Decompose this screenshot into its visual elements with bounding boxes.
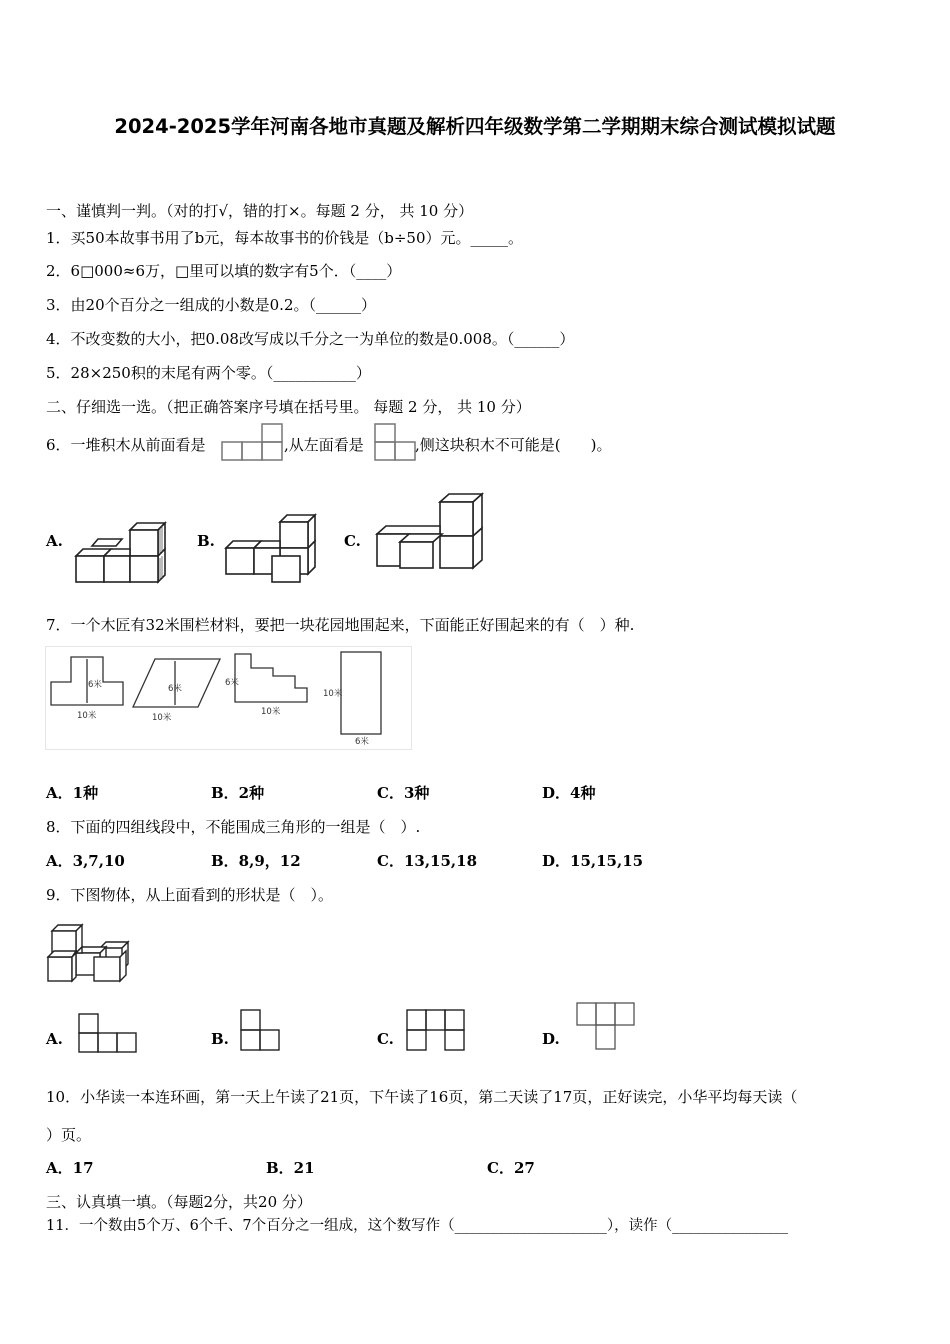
q9-object-figure xyxy=(46,920,132,986)
q8-option-d: D．15,15,15 xyxy=(542,852,644,870)
q8-option-c: C．13,15,18 xyxy=(377,852,478,870)
question-11: 11．一个数由5个万、6个千、7个百分之一组成，这个数写作（_____________________），读作（________________ xyxy=(46,1218,789,1234)
page-title: 2024-2025学年河南各地市真题及解析四年级数学第二学期期末综合测试模拟试题 xyxy=(114,115,836,138)
q7-label-5: 6米 xyxy=(225,678,239,688)
q7-label-1: 6米 xyxy=(88,680,102,690)
q9-option-b-label: B. xyxy=(211,1030,229,1048)
q7-label-2: 10米 xyxy=(77,711,97,721)
q10-option-c: C．27 xyxy=(487,1159,535,1177)
question-4: 4．不改变数的大小，把0.08改写成以千分之一为单位的数是0.008。（______） xyxy=(46,330,575,348)
q7-label-7: 10米 xyxy=(323,689,343,699)
q6-option-a-figure xyxy=(72,516,172,586)
q9-option-c-figure xyxy=(406,1009,468,1053)
q6-option-a-label: A. xyxy=(46,532,63,550)
front-view-figure xyxy=(221,421,283,461)
q9-option-c-label: C. xyxy=(377,1030,394,1048)
question-6-text-b: ,从左面看是 xyxy=(284,436,364,454)
question-6-text-c: ,侧这块积木不可能是( )。 xyxy=(415,436,612,454)
q7-label-8: 6米 xyxy=(355,737,369,747)
q7-option-c: C．3种 xyxy=(377,784,430,802)
q8-option-a: A．3,7,10 xyxy=(46,852,125,870)
left-view-figure xyxy=(374,421,416,461)
q7-label-6: 10米 xyxy=(261,707,281,717)
q9-option-d-label: D. xyxy=(542,1030,560,1048)
q9-option-a-figure xyxy=(78,1013,138,1055)
question-7: 7．一个木匠有32米围栏材料，要把一块花园地围起来，下面能正好围起来的有（ ）种. xyxy=(46,616,635,634)
q7-shapes-figure xyxy=(45,646,412,750)
q6-option-c-figure xyxy=(372,490,487,572)
q10-option-a: A．17 xyxy=(46,1159,94,1177)
q7-option-a: A．1种 xyxy=(46,784,99,802)
question-9: 9．下图物体，从上面看到的形状是（ ）。 xyxy=(46,886,334,904)
section1-heading: 一、谨慎判一判。（对的打√，错的打×。每题 2 分， 共 10 分） xyxy=(46,202,474,220)
question-10-line-1: 10．小华读一本连环画，第一天上午读了21页，下午读了16页，第二天读了17页，正好读完，小华平均每天读（ xyxy=(46,1088,798,1106)
question-3: 3．由20个百分之一组成的小数是0.2。（______） xyxy=(46,296,376,314)
q9-option-b-figure xyxy=(240,1009,282,1053)
question-6-text-a: 6．一堆积木从前面看是 xyxy=(46,436,206,454)
question-1: 1．买50本故事书用了b元，每本故事书的价钱是（b÷50）元。_____。 xyxy=(46,229,523,247)
section3-heading: 三、认真填一填。（每题2分，共20 分） xyxy=(46,1193,312,1211)
question-2: 2．6□000≈6万，□里可以填的数字有5个．（____） xyxy=(46,262,402,280)
q7-label-4: 10米 xyxy=(152,713,172,723)
question-10-line-2: ）页。 xyxy=(46,1126,92,1144)
q6-option-c-label: C. xyxy=(344,532,361,550)
q6-option-b-figure xyxy=(222,510,322,586)
q7-option-b: B．2种 xyxy=(211,784,265,802)
q7-option-d: D．4种 xyxy=(542,784,596,802)
q9-option-a-label: A. xyxy=(46,1030,63,1048)
q6-option-b-label: B. xyxy=(197,532,215,550)
q9-option-d-figure xyxy=(576,1002,638,1054)
question-5: 5．28×250积的末尾有两个零。（___________） xyxy=(46,364,371,382)
q8-option-b: B．8,9，12 xyxy=(211,852,301,870)
section2-heading: 二、仔细选一选。（把正确答案序号填在括号里。 每题 2 分， 共 10 分） xyxy=(46,398,531,416)
q7-label-3: 6米 xyxy=(168,684,182,694)
question-8: 8．下面的四组线段中，不能围成三角形的一组是（ ）. xyxy=(46,818,421,836)
q10-option-b: B．21 xyxy=(266,1159,315,1177)
